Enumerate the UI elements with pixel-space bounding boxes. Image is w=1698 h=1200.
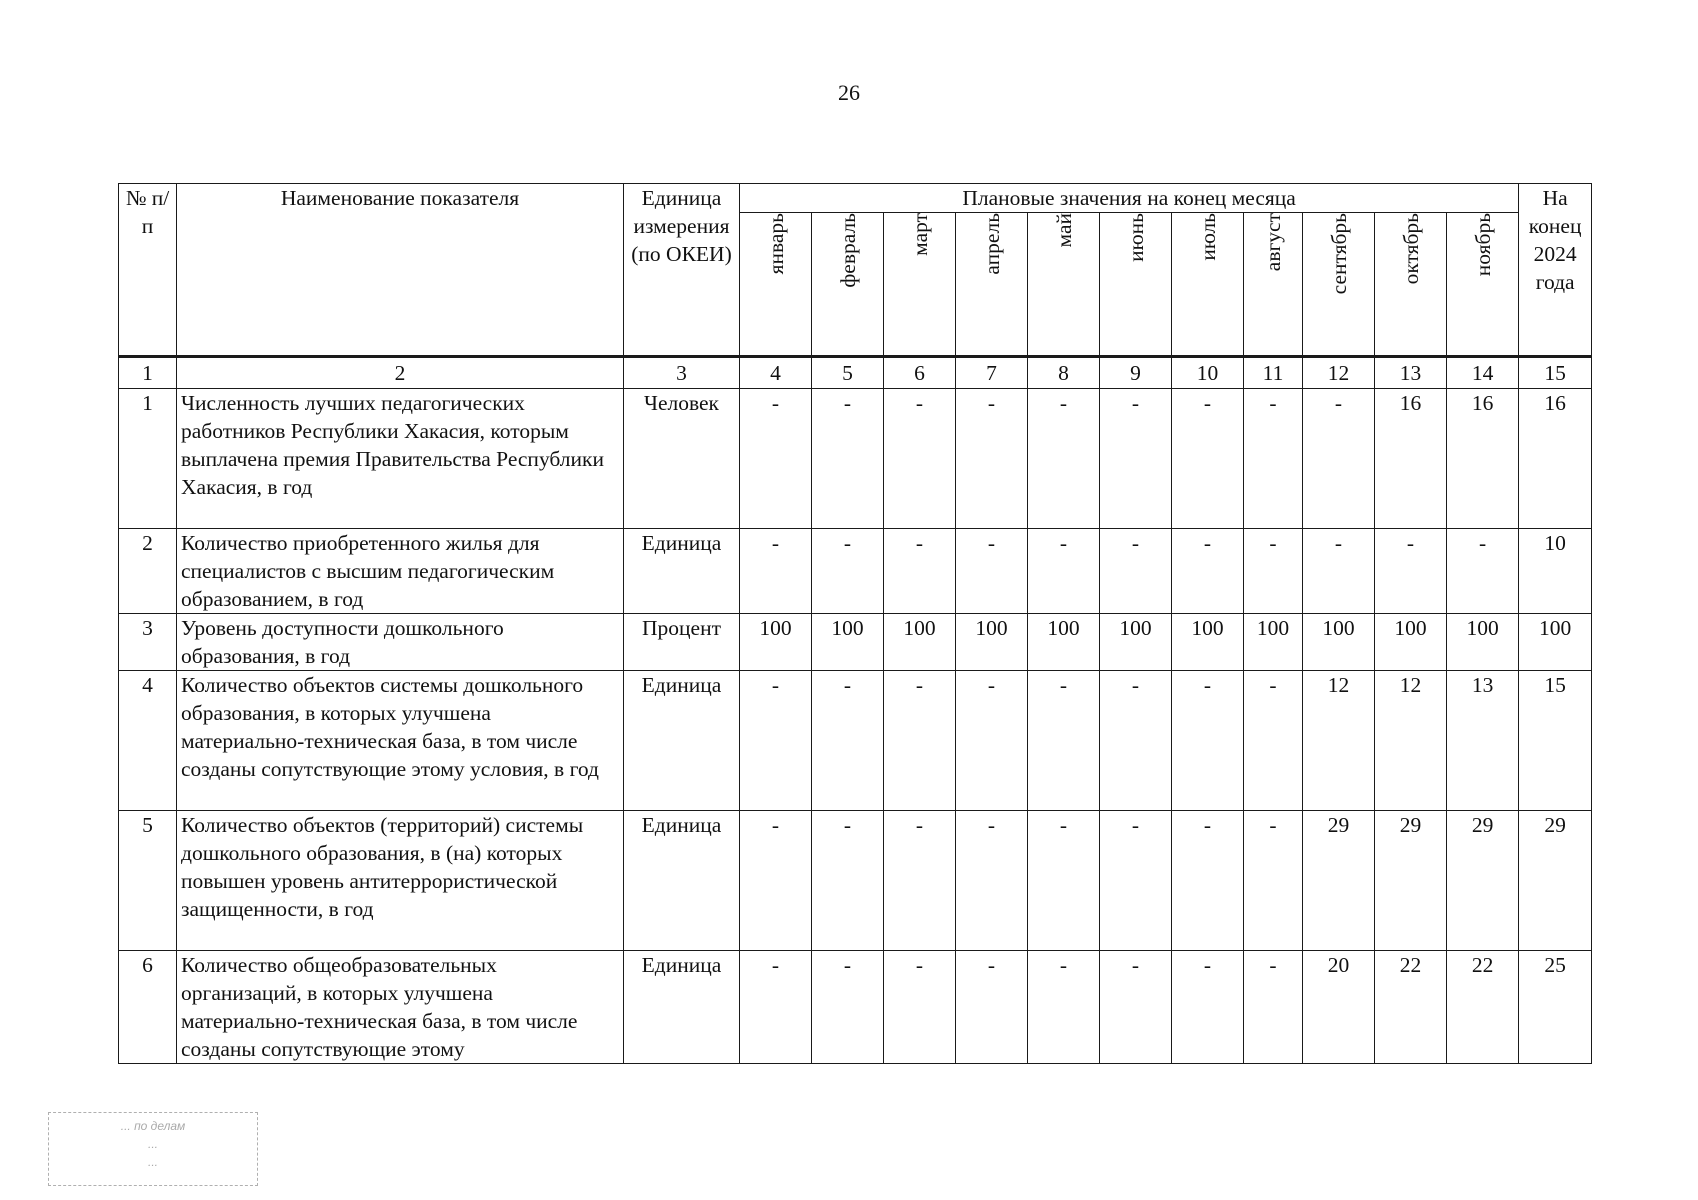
month-label: апрель [979, 213, 1004, 275]
month-value: 12 [1303, 671, 1375, 811]
month-value: 100 [1172, 614, 1244, 671]
month-value: 13 [1447, 671, 1519, 811]
month-value: 100 [884, 614, 956, 671]
stamp [48, 1112, 258, 1186]
month-value: - [1172, 951, 1244, 1064]
column-number-row [119, 357, 1592, 389]
month-header [1172, 213, 1244, 357]
month-value: 100 [1244, 614, 1303, 671]
month-header [884, 213, 956, 357]
header-num: № п/п [119, 184, 177, 357]
month-label: ноябрь [1470, 213, 1495, 277]
month-header [1375, 213, 1447, 357]
header-name: Наименование показателя [177, 184, 624, 357]
month-header [740, 213, 812, 357]
month-value: - [1172, 811, 1244, 951]
month-value: - [1244, 529, 1303, 614]
column-number: 9 [1100, 357, 1172, 389]
column-number: 6 [884, 357, 956, 389]
month-label: март [907, 213, 932, 256]
indicator-name: Уровень доступности дошкольного образования, в год [177, 614, 624, 671]
page-number: 26 [838, 80, 860, 105]
header-planned: Плановые значения на конец месяца [740, 184, 1519, 213]
unit-cell: Человек [624, 389, 740, 529]
header-end-of-year: На конец 2024 года [1519, 184, 1592, 357]
row-number: 5 [119, 811, 177, 951]
month-header [1100, 213, 1172, 357]
month-value: - [740, 389, 812, 529]
month-header [1028, 213, 1100, 357]
column-number: 4 [740, 357, 812, 389]
month-header [1244, 213, 1303, 357]
column-number: 13 [1375, 357, 1447, 389]
month-value: 100 [1303, 614, 1375, 671]
month-value: - [956, 671, 1028, 811]
column-number: 12 [1303, 357, 1375, 389]
month-label: февраль [835, 213, 860, 288]
month-value: - [1028, 529, 1100, 614]
month-value: - [884, 811, 956, 951]
column-number: 10 [1172, 357, 1244, 389]
table-row [119, 951, 1592, 1064]
month-value: - [1100, 389, 1172, 529]
month-value: - [1447, 529, 1519, 614]
column-number: 11 [1244, 357, 1303, 389]
month-value: 29 [1303, 811, 1375, 951]
indicator-name: Количество приобретенного жилья для специалистов с высшим педагогическим образованием, в год [177, 529, 624, 614]
unit-cell: Единица [624, 951, 740, 1064]
header-row [119, 184, 1592, 213]
month-value: - [812, 529, 884, 614]
month-value: - [956, 389, 1028, 529]
month-value: 100 [1100, 614, 1172, 671]
month-label: октябрь [1398, 213, 1423, 285]
month-value: - [1172, 389, 1244, 529]
end-of-year-value: 10 [1519, 529, 1592, 614]
month-value: - [1100, 529, 1172, 614]
table-row [119, 671, 1592, 811]
end-of-year-value: 29 [1519, 811, 1592, 951]
end-of-year-value: 100 [1519, 614, 1592, 671]
row-number: 1 [119, 389, 177, 529]
month-label: май [1051, 213, 1076, 248]
month-value: 20 [1303, 951, 1375, 1064]
table-body [119, 357, 1592, 1064]
month-value: 100 [1447, 614, 1519, 671]
stamp-line: ... [147, 1137, 158, 1151]
month-value: - [740, 951, 812, 1064]
table-row [119, 529, 1592, 614]
month-value: - [740, 811, 812, 951]
column-number: 8 [1028, 357, 1100, 389]
unit-cell: Единица [624, 529, 740, 614]
month-value: - [1244, 811, 1303, 951]
end-of-year-value: 15 [1519, 671, 1592, 811]
month-label: январь [763, 213, 788, 275]
column-number: 5 [812, 357, 884, 389]
month-value: - [956, 529, 1028, 614]
month-value: 100 [740, 614, 812, 671]
month-value: - [956, 811, 1028, 951]
indicator-name: Количество общеобразовательных организаций, в которых улучшена материально-техническая база, в том числе созданы сопутствующие этому [177, 951, 624, 1064]
row-number: 3 [119, 614, 177, 671]
indicator-name: Количество объектов системы дошкольного образования, в которых улучшена материально-техническая база, в том числе созданы сопутствующие этому условия, в год [177, 671, 624, 811]
month-value: - [1100, 671, 1172, 811]
month-label: июнь [1123, 213, 1148, 262]
column-number: 15 [1519, 357, 1592, 389]
month-value: - [1244, 951, 1303, 1064]
month-value: - [812, 951, 884, 1064]
month-value: - [812, 389, 884, 529]
unit-cell: Единица [624, 811, 740, 951]
column-number: 3 [624, 357, 740, 389]
month-value: - [740, 671, 812, 811]
end-of-year-value: 25 [1519, 951, 1592, 1064]
column-number: 1 [119, 357, 177, 389]
stamp-line: ... [147, 1155, 158, 1169]
month-value: 100 [956, 614, 1028, 671]
month-value: - [1303, 389, 1375, 529]
month-value: - [884, 671, 956, 811]
month-header [1447, 213, 1519, 357]
month-value: - [1172, 671, 1244, 811]
month-value: - [1028, 811, 1100, 951]
month-value: - [884, 389, 956, 529]
month-value: 22 [1375, 951, 1447, 1064]
month-value: - [1028, 671, 1100, 811]
month-value: 100 [1028, 614, 1100, 671]
month-value: - [740, 529, 812, 614]
month-value: 100 [812, 614, 884, 671]
indicator-name: Количество объектов (территорий) системы дошкольного образования, в (на) которых повышен уровень антитеррористической защищенности, в год [177, 811, 624, 951]
month-value: - [1100, 811, 1172, 951]
month-value: - [884, 951, 956, 1064]
month-value: 12 [1375, 671, 1447, 811]
month-label: июль [1195, 213, 1220, 261]
column-number: 7 [956, 357, 1028, 389]
month-value: - [1244, 389, 1303, 529]
indicator-name: Численность лучших педагогических работников Республики Хакасия, которым выплачена премия Правительства Республики Хакасия, в год [177, 389, 624, 529]
row-number: 4 [119, 671, 177, 811]
month-value: - [1375, 529, 1447, 614]
header-unit: Единица измерения (по ОКЕИ) [624, 184, 740, 357]
month-value: - [812, 671, 884, 811]
table-row [119, 389, 1592, 529]
month-header [956, 213, 1028, 357]
end-of-year-value: 16 [1519, 389, 1592, 529]
month-value: - [1303, 529, 1375, 614]
month-value: 22 [1447, 951, 1519, 1064]
month-value: - [1028, 951, 1100, 1064]
unit-cell: Единица [624, 671, 740, 811]
month-value: 16 [1447, 389, 1519, 529]
unit-cell: Процент [624, 614, 740, 671]
month-value: 29 [1447, 811, 1519, 951]
month-value: 100 [1375, 614, 1447, 671]
table-row [119, 614, 1592, 671]
table-row [119, 811, 1592, 951]
month-value: - [956, 951, 1028, 1064]
row-number: 2 [119, 529, 177, 614]
stamp-line: ... по делам [120, 1119, 186, 1133]
month-label: август [1261, 213, 1285, 272]
month-header [812, 213, 884, 357]
month-value: 16 [1375, 389, 1447, 529]
month-value: - [884, 529, 956, 614]
month-value: - [1028, 389, 1100, 529]
column-number: 2 [177, 357, 624, 389]
row-number: 6 [119, 951, 177, 1064]
month-header [1303, 213, 1375, 357]
month-value: - [1172, 529, 1244, 614]
month-value: 29 [1375, 811, 1447, 951]
planned-values-table [118, 183, 1592, 1064]
month-label: сентябрь [1326, 213, 1351, 295]
month-value: - [1244, 671, 1303, 811]
month-value: - [1100, 951, 1172, 1064]
column-number: 14 [1447, 357, 1519, 389]
month-value: - [812, 811, 884, 951]
